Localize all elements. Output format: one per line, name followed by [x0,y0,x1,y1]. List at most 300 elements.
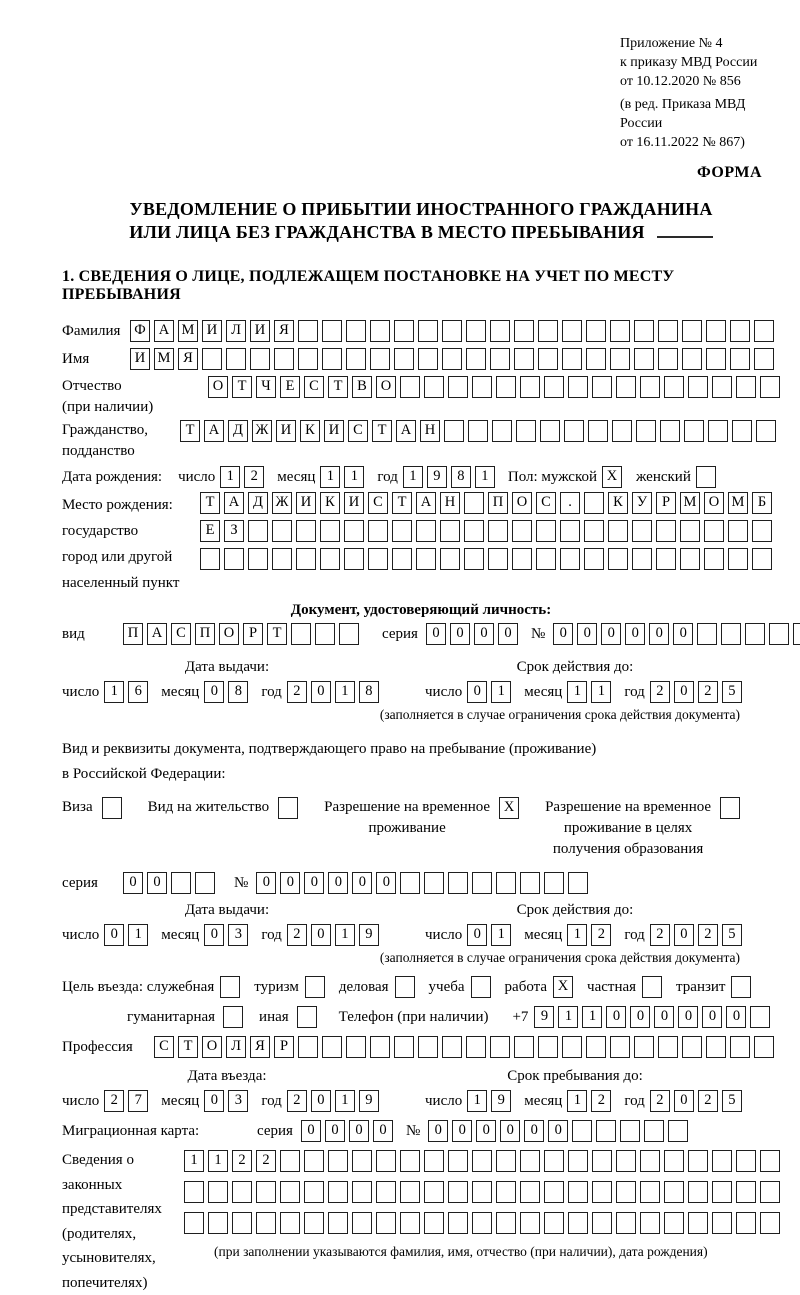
char-cell[interactable]: 2 [287,924,307,946]
char-cell[interactable] [730,1036,750,1058]
char-cell[interactable] [394,348,414,370]
char-cell[interactable]: И [250,320,270,342]
char-cell[interactable] [256,1212,276,1234]
char-cell[interactable]: С [154,1036,174,1058]
char-cell[interactable]: А [204,420,224,442]
char-cell[interactable] [538,348,558,370]
purpose-humanitarian-checkbox[interactable] [223,1006,243,1028]
char-cell[interactable] [472,376,492,398]
char-cell[interactable]: 0 [498,623,518,645]
char-cell[interactable] [376,1150,396,1172]
char-cell[interactable]: И [276,420,296,442]
char-cell[interactable] [704,520,724,542]
char-cell[interactable] [280,1150,300,1172]
char-cell[interactable] [658,1036,678,1058]
char-cell[interactable] [448,376,468,398]
char-cell[interactable]: 1 [467,1090,487,1112]
char-cell[interactable]: 5 [722,681,742,703]
char-cell[interactable] [496,1212,516,1234]
char-cell[interactable]: Е [200,520,220,542]
char-cell[interactable]: О [376,376,396,398]
char-cell[interactable]: П [123,623,143,645]
char-cell[interactable] [488,548,508,570]
char-cell[interactable]: Ж [252,420,272,442]
char-cell[interactable] [544,376,564,398]
char-cell[interactable] [754,1036,774,1058]
char-cell[interactable] [224,548,244,570]
char-cell[interactable] [572,1120,592,1142]
char-cell[interactable] [586,348,606,370]
char-cell[interactable]: Е [280,376,300,398]
char-cell[interactable]: 0 [467,924,487,946]
char-cell[interactable] [514,348,534,370]
char-cell[interactable] [208,1181,228,1203]
char-cell[interactable] [544,872,564,894]
char-cell[interactable] [322,320,342,342]
char-cell[interactable] [394,320,414,342]
char-cell[interactable]: И [130,348,150,370]
char-cell[interactable] [754,320,774,342]
char-cell[interactable]: Я [178,348,198,370]
purpose-business-checkbox[interactable] [395,976,415,998]
char-cell[interactable]: Т [180,420,200,442]
char-cell[interactable]: 0 [601,623,621,645]
char-cell[interactable] [466,348,486,370]
char-cell[interactable]: Т [232,376,252,398]
purpose-study-checkbox[interactable] [471,976,491,998]
char-cell[interactable]: 2 [232,1150,252,1172]
char-cell[interactable]: Т [200,492,220,514]
char-cell[interactable]: Н [420,420,440,442]
char-cell[interactable] [608,548,628,570]
char-cell[interactable]: К [320,492,340,514]
char-cell[interactable] [440,548,460,570]
char-cell[interactable] [752,520,772,542]
char-cell[interactable] [682,1036,702,1058]
char-cell[interactable] [568,1181,588,1203]
char-cell[interactable]: 9 [359,1090,379,1112]
char-cell[interactable]: 0 [311,924,331,946]
char-cell[interactable] [610,1036,630,1058]
char-cell[interactable] [448,872,468,894]
char-cell[interactable] [250,348,270,370]
char-cell[interactable] [418,1036,438,1058]
char-cell[interactable] [208,1212,228,1234]
char-cell[interactable]: 0 [500,1120,520,1142]
char-cell[interactable] [322,348,342,370]
char-cell[interactable] [368,548,388,570]
char-cell[interactable] [584,492,604,514]
char-cell[interactable] [640,1150,660,1172]
char-cell[interactable]: П [488,492,508,514]
char-cell[interactable] [586,320,606,342]
char-cell[interactable] [472,872,492,894]
char-cell[interactable] [440,520,460,542]
char-cell[interactable]: 1 [491,924,511,946]
char-cell[interactable] [721,623,741,645]
char-cell[interactable]: 0 [674,924,694,946]
char-cell[interactable] [344,548,364,570]
char-cell[interactable]: Б [752,492,772,514]
char-cell[interactable] [304,1212,324,1234]
char-cell[interactable] [424,1212,444,1234]
char-cell[interactable]: 3 [228,924,248,946]
char-cell[interactable]: 0 [654,1006,674,1028]
char-cell[interactable] [560,520,580,542]
residence-permit-checkbox[interactable] [278,797,298,819]
char-cell[interactable] [280,1212,300,1234]
char-cell[interactable]: 2 [591,924,611,946]
char-cell[interactable] [620,1120,640,1142]
char-cell[interactable]: Т [372,420,392,442]
char-cell[interactable]: 1 [567,681,587,703]
char-cell[interactable] [488,520,508,542]
char-cell[interactable] [328,1212,348,1234]
char-cell[interactable] [752,548,772,570]
char-cell[interactable] [424,1150,444,1172]
char-cell[interactable] [596,1120,616,1142]
char-cell[interactable] [274,348,294,370]
char-cell[interactable] [644,1120,664,1142]
char-cell[interactable] [616,1212,636,1234]
char-cell[interactable] [728,520,748,542]
char-cell[interactable] [760,1181,780,1203]
char-cell[interactable] [272,548,292,570]
char-cell[interactable] [632,548,652,570]
char-cell[interactable] [296,520,316,542]
char-cell[interactable] [520,1150,540,1172]
char-cell[interactable] [464,548,484,570]
char-cell[interactable]: 9 [491,1090,511,1112]
char-cell[interactable] [760,376,780,398]
char-cell[interactable] [346,320,366,342]
char-cell[interactable] [540,420,560,442]
char-cell[interactable] [564,420,584,442]
char-cell[interactable]: 0 [476,1120,496,1142]
char-cell[interactable] [444,420,464,442]
char-cell[interactable]: 1 [128,924,148,946]
char-cell[interactable]: 0 [328,872,348,894]
char-cell[interactable] [512,520,532,542]
char-cell[interactable]: 0 [428,1120,448,1142]
char-cell[interactable] [730,348,750,370]
char-cell[interactable] [464,492,484,514]
char-cell[interactable] [688,1150,708,1172]
char-cell[interactable] [448,1150,468,1172]
char-cell[interactable] [370,348,390,370]
char-cell[interactable]: 0 [606,1006,626,1028]
char-cell[interactable] [344,520,364,542]
char-cell[interactable]: 0 [702,1006,722,1028]
char-cell[interactable]: 1 [335,1090,355,1112]
char-cell[interactable]: 2 [650,681,670,703]
char-cell[interactable] [688,376,708,398]
char-cell[interactable] [682,348,702,370]
char-cell[interactable]: 1 [335,681,355,703]
char-cell[interactable] [352,1181,372,1203]
char-cell[interactable] [688,1181,708,1203]
char-cell[interactable]: Ж [272,492,292,514]
char-cell[interactable] [730,320,750,342]
purpose-other-checkbox[interactable] [297,1006,317,1028]
char-cell[interactable]: О [512,492,532,514]
char-cell[interactable] [328,1181,348,1203]
char-cell[interactable]: Т [392,492,412,514]
char-cell[interactable] [592,376,612,398]
char-cell[interactable]: О [208,376,228,398]
char-cell[interactable]: С [171,623,191,645]
sex-male-checkbox[interactable]: X [602,466,622,488]
char-cell[interactable] [760,1150,780,1172]
char-cell[interactable] [466,320,486,342]
char-cell[interactable] [736,1150,756,1172]
char-cell[interactable] [568,1150,588,1172]
char-cell[interactable] [496,1150,516,1172]
char-cell[interactable] [640,1181,660,1203]
char-cell[interactable] [632,520,652,542]
char-cell[interactable] [736,1181,756,1203]
char-cell[interactable]: А [224,492,244,514]
char-cell[interactable] [352,1212,372,1234]
char-cell[interactable]: 3 [228,1090,248,1112]
char-cell[interactable]: 1 [567,924,587,946]
char-cell[interactable] [584,520,604,542]
char-cell[interactable] [634,1036,654,1058]
char-cell[interactable] [736,1212,756,1234]
char-cell[interactable]: З [224,520,244,542]
char-cell[interactable]: В [352,376,372,398]
char-cell[interactable] [634,320,654,342]
char-cell[interactable]: 2 [104,1090,124,1112]
char-cell[interactable]: 0 [204,924,224,946]
char-cell[interactable]: 0 [467,681,487,703]
edu-residence-checkbox[interactable] [720,797,740,819]
purpose-official-checkbox[interactable] [220,976,240,998]
char-cell[interactable] [184,1181,204,1203]
visa-checkbox[interactable] [102,797,122,819]
char-cell[interactable]: С [368,492,388,514]
char-cell[interactable]: 2 [287,1090,307,1112]
char-cell[interactable] [610,320,630,342]
char-cell[interactable]: Я [274,320,294,342]
char-cell[interactable]: 9 [359,924,379,946]
char-cell[interactable]: 1 [558,1006,578,1028]
char-cell[interactable] [400,872,420,894]
char-cell[interactable] [320,520,340,542]
char-cell[interactable]: Л [226,320,246,342]
char-cell[interactable] [538,320,558,342]
char-cell[interactable] [568,376,588,398]
char-cell[interactable] [745,623,765,645]
char-cell[interactable] [226,348,246,370]
char-cell[interactable]: 0 [325,1120,345,1142]
char-cell[interactable] [656,520,676,542]
char-cell[interactable]: 1 [104,681,124,703]
char-cell[interactable] [656,548,676,570]
char-cell[interactable] [568,1212,588,1234]
char-cell[interactable] [536,548,556,570]
char-cell[interactable]: 8 [359,681,379,703]
char-cell[interactable]: 2 [650,924,670,946]
char-cell[interactable] [544,1150,564,1172]
char-cell[interactable] [592,1181,612,1203]
char-cell[interactable] [712,1150,732,1172]
temp-residence-checkbox[interactable]: X [499,797,519,819]
char-cell[interactable] [538,1036,558,1058]
char-cell[interactable]: 1 [184,1150,204,1172]
char-cell[interactable]: 0 [373,1120,393,1142]
char-cell[interactable] [448,1181,468,1203]
char-cell[interactable]: 2 [650,1090,670,1112]
char-cell[interactable] [516,420,536,442]
char-cell[interactable]: . [560,492,580,514]
char-cell[interactable]: Ф [130,320,150,342]
char-cell[interactable] [256,1181,276,1203]
char-cell[interactable]: 0 [280,872,300,894]
char-cell[interactable]: 0 [553,623,573,645]
char-cell[interactable] [298,348,318,370]
char-cell[interactable] [346,348,366,370]
char-cell[interactable]: Т [328,376,348,398]
char-cell[interactable]: И [202,320,222,342]
char-cell[interactable] [496,376,516,398]
char-cell[interactable]: 9 [534,1006,554,1028]
char-cell[interactable]: 0 [352,872,372,894]
char-cell[interactable] [712,1212,732,1234]
char-cell[interactable]: 5 [722,1090,742,1112]
char-cell[interactable]: 2 [591,1090,611,1112]
purpose-work-checkbox[interactable]: X [553,976,573,998]
char-cell[interactable]: 2 [698,681,718,703]
char-cell[interactable] [586,1036,606,1058]
char-cell[interactable] [664,1150,684,1172]
char-cell[interactable] [352,1150,372,1172]
char-cell[interactable]: У [632,492,652,514]
char-cell[interactable]: 1 [403,466,423,488]
char-cell[interactable] [756,420,776,442]
char-cell[interactable] [442,320,462,342]
char-cell[interactable]: 0 [474,623,494,645]
char-cell[interactable]: С [348,420,368,442]
purpose-tourism-checkbox[interactable] [305,976,325,998]
char-cell[interactable]: И [296,492,316,514]
char-cell[interactable] [712,1181,732,1203]
char-cell[interactable] [448,1212,468,1234]
char-cell[interactable] [394,1036,414,1058]
char-cell[interactable] [248,520,268,542]
char-cell[interactable] [472,1150,492,1172]
char-cell[interactable]: 0 [452,1120,472,1142]
char-cell[interactable]: 1 [335,924,355,946]
char-cell[interactable] [634,348,654,370]
char-cell[interactable] [616,1181,636,1203]
char-cell[interactable] [272,520,292,542]
char-cell[interactable] [315,623,335,645]
char-cell[interactable] [584,548,604,570]
char-cell[interactable]: 0 [301,1120,321,1142]
char-cell[interactable] [376,1212,396,1234]
char-cell[interactable] [708,420,728,442]
char-cell[interactable] [291,623,311,645]
char-cell[interactable] [442,348,462,370]
char-cell[interactable]: 0 [311,681,331,703]
char-cell[interactable] [195,872,215,894]
char-cell[interactable]: 1 [582,1006,602,1028]
char-cell[interactable] [562,348,582,370]
char-cell[interactable] [610,348,630,370]
char-cell[interactable] [171,872,191,894]
char-cell[interactable] [706,1036,726,1058]
char-cell[interactable]: 0 [649,623,669,645]
char-cell[interactable] [688,1212,708,1234]
char-cell[interactable] [392,520,412,542]
char-cell[interactable]: К [608,492,628,514]
char-cell[interactable] [612,420,632,442]
char-cell[interactable]: 0 [104,924,124,946]
char-cell[interactable]: 0 [204,681,224,703]
char-cell[interactable]: 5 [722,924,742,946]
char-cell[interactable] [418,320,438,342]
char-cell[interactable]: А [154,320,174,342]
char-cell[interactable]: О [704,492,724,514]
char-cell[interactable] [490,1036,510,1058]
char-cell[interactable] [732,420,752,442]
char-cell[interactable] [184,1212,204,1234]
char-cell[interactable] [760,1212,780,1234]
char-cell[interactable] [346,1036,366,1058]
char-cell[interactable] [339,623,359,645]
char-cell[interactable] [520,872,540,894]
char-cell[interactable]: 0 [678,1006,698,1028]
char-cell[interactable]: М [178,320,198,342]
char-cell[interactable] [636,420,656,442]
char-cell[interactable] [424,376,444,398]
char-cell[interactable]: 1 [591,681,611,703]
char-cell[interactable] [536,520,556,542]
char-cell[interactable]: А [416,492,436,514]
char-cell[interactable] [464,520,484,542]
char-cell[interactable] [514,320,534,342]
char-cell[interactable]: Ч [256,376,276,398]
char-cell[interactable] [706,348,726,370]
char-cell[interactable] [769,623,789,645]
char-cell[interactable] [592,1212,612,1234]
char-cell[interactable]: 0 [726,1006,746,1028]
char-cell[interactable]: К [300,420,320,442]
char-cell[interactable]: М [680,492,700,514]
char-cell[interactable] [680,520,700,542]
char-cell[interactable]: 0 [147,872,167,894]
char-cell[interactable] [328,1150,348,1172]
char-cell[interactable] [728,548,748,570]
char-cell[interactable]: 1 [344,466,364,488]
char-cell[interactable] [370,320,390,342]
char-cell[interactable] [658,320,678,342]
char-cell[interactable]: 0 [450,623,470,645]
char-cell[interactable] [370,1036,390,1058]
char-cell[interactable] [520,1212,540,1234]
char-cell[interactable]: А [396,420,416,442]
purpose-private-checkbox[interactable] [642,976,662,998]
char-cell[interactable]: 0 [204,1090,224,1112]
char-cell[interactable]: 0 [548,1120,568,1142]
char-cell[interactable] [668,1120,688,1142]
char-cell[interactable]: 1 [491,681,511,703]
char-cell[interactable] [424,1181,444,1203]
char-cell[interactable]: 0 [426,623,446,645]
sex-female-checkbox[interactable] [696,466,716,488]
char-cell[interactable] [248,548,268,570]
